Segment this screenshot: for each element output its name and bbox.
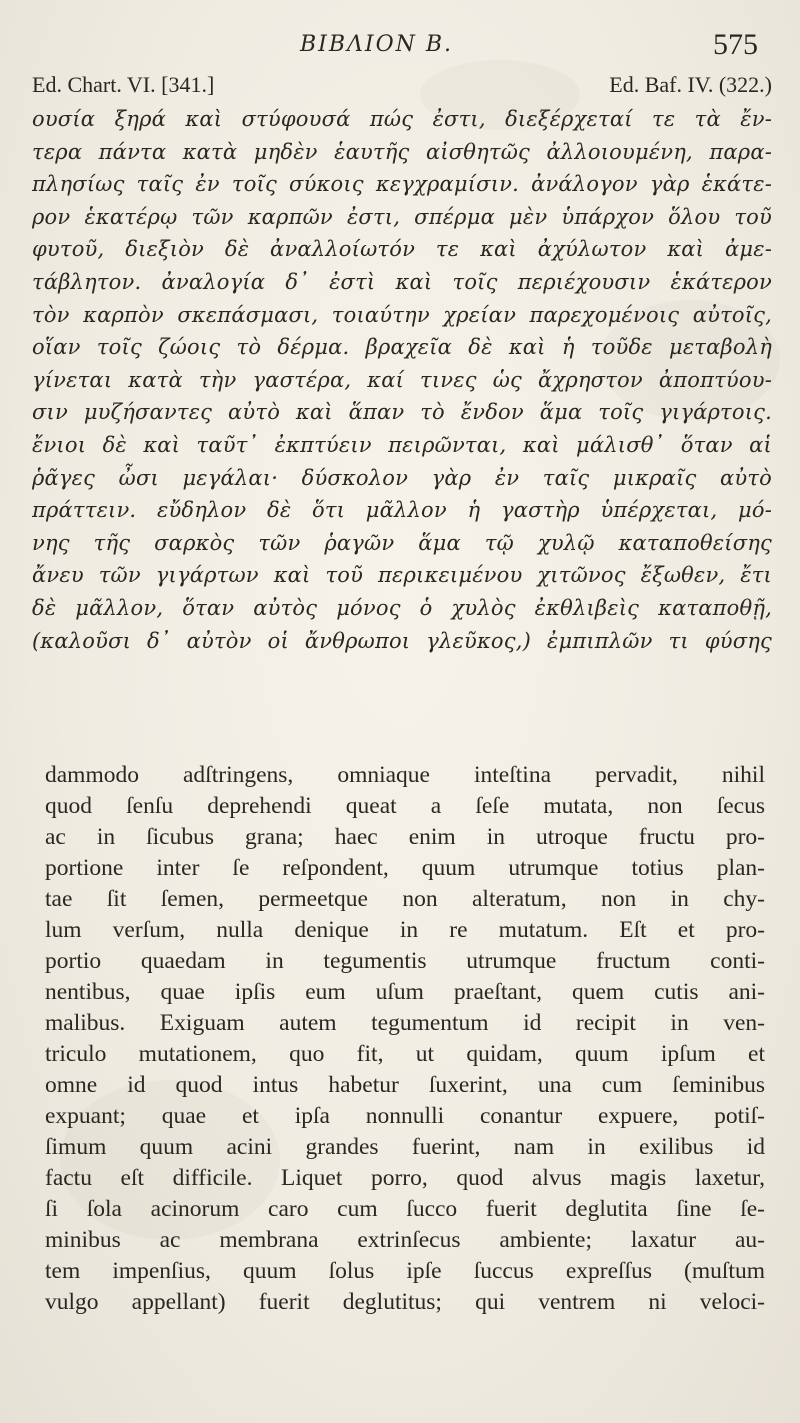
greek-line: τὸν καρπὸν σκεπάσμασι, τοιαύτην χρείαν παρεχομένοις αὐτοῖς, (32, 302, 772, 327)
latin-line: minibus ac membrana extrinſecus ambiente; laxatur au- (45, 1227, 765, 1253)
greek-line: δὲ μᾶλλον, ὅταν αὐτὸς μόνος ὁ χυλὸς ἐκθλιβεὶς καταποθῇ, (32, 595, 772, 620)
latin-line: malibus. Exiguam autem tegumentum id recipit in ven- (45, 1010, 765, 1036)
greek-line: (καλοῦσι δ᾽ αὐτὸν οἱ ἄνθρωποι γλεῦκος,) ἐμπιπλῶν τι φύσης (32, 628, 772, 653)
greek-line: φυτοῦ, διεξιὸν δὲ ἀναλλοίωτόν τε καὶ ἀχύλωτον καὶ ἀμε- (32, 237, 772, 262)
latin-line: ac in ſicubus grana; haec enim in utroque fructu pro- (45, 824, 765, 850)
greek-line: πλησίως ταῖς ἐν τοῖς σύκοις κεγχραμίσιν. ἀνάλογον γὰρ ἑκάτε- (32, 172, 772, 197)
page-number: 575 (713, 28, 758, 61)
greek-line: γίνεται κατὰ τὴν γαστέρα, καί τινες ὡς ἄχρηστον ἀποπτύου- (32, 367, 772, 392)
edition-reference-chartier: Ed. Chart. VI. [341.] (32, 72, 215, 97)
latin-line: triculo mutationem, quo fit, ut quidam, quum ipſum et (45, 1041, 765, 1067)
latin-line: tem impenſius, quum ſolus ipſe ſuccus expreſſus (muſtum (45, 1258, 765, 1284)
latin-line: omne id quod intus habetur ſuxerint, una cum ſeminibus (45, 1072, 765, 1098)
latin-line: ſi ſola acinorum caro cum ſucco fuerit deglutita ſine ſe- (45, 1196, 765, 1222)
greek-line: ρον ἑκατέρῳ τῶν καρπῶν ἐστι, σπέρμα μὲν ὑπάρχον ὅλου τοῦ (32, 204, 772, 229)
greek-line: τερα πάντα κατὰ μηδὲν ἑαυτῆς αἰσθητῶς ἀλλοιουμένη, παρα- (32, 139, 772, 164)
greek-line: ουσία ξηρά καὶ στύφουσά πώς ἐστι, διεξέρχεταί τε τὰ ἔν- (32, 107, 772, 131)
greek-line: νης τῆς σαρκὸς τῶν ῥαγῶν ἅμα τῷ χυλῷ καταποθείσης (32, 530, 772, 555)
latin-line: portio quaedam in tegumentis utrumque fructum conti- (45, 948, 765, 974)
greek-line: ἔνιοι δὲ καὶ ταῦτ᾽ ἐκπτύειν πειρῶνται, καὶ μάλισθ᾽ ὅταν αἱ (32, 432, 772, 457)
latin-line: lum verſum, nulla denique in re mutatum. Eſt et pro- (45, 917, 765, 943)
latin-line: tae ſit ſemen, permeetque non alteratum, non in chy- (45, 886, 765, 912)
latin-line: portione inter ſe reſpondent, quum utrumque totius plan- (45, 855, 765, 881)
greek-line: τάβλητον. ἀναλογία δ᾽ ἐστὶ καὶ τοῖς περιέχουσιν ἑκάτερον (32, 269, 772, 294)
greek-line: ἄνευ τῶν γιγάρτων καὶ τοῦ περικειμένου χιτῶνος ἔξωθεν, ἔτι (32, 563, 772, 588)
latin-line: vulgo appellant) fuerit deglutitus; qui ventrem ni veloci- (45, 1289, 765, 1315)
greek-text-block (32, 103, 772, 657)
greek-line: πράττειν. εὔδηλον δὲ ὅτι μᾶλλον ἡ γαστὴρ ὑπέρχεται, μό- (32, 498, 772, 523)
latin-line: expuant; quae et ipſa nonnulli conantur expuere, potiſ- (45, 1103, 765, 1129)
edition-reference-basel: Ed. Baf. IV. (322.) (609, 72, 772, 97)
latin-line: factu eſt difficile. Liquet porro, quod alvus magis laxetur, (45, 1165, 765, 1191)
greek-line: ῥᾶγες ὦσι μεγάλαι· δύσκολον γὰρ ἐν ταῖς μικραῖς αὐτὸ (32, 465, 772, 490)
page-header (0, 28, 800, 68)
edition-references (32, 72, 772, 102)
latin-text-block (45, 760, 765, 1318)
latin-line: ſimum quum acini grandes fuerint, nam in exilibus id (45, 1134, 765, 1160)
greek-line: οἵαν τοῖς ζώοις τὸ δέρμα. βραχεῖα δὲ καὶ ἡ τοῦδε μεταβολὴ (32, 335, 772, 360)
running-title: ΒΙΒΛΙΟΝ Β. (300, 32, 454, 57)
latin-line: dammodo adſtringens, omniaque inteſtina pervadit, nihil (45, 762, 765, 788)
latin-line: nentibus, quae ipſis eum uſum praeſtant, quem cutis ani- (45, 979, 765, 1005)
greek-line: σιν μυζήσαντες αὐτὸ καὶ ἅπαν τὸ ἔνδον ἅμα τοῖς γιγάρτοις. (32, 400, 772, 425)
latin-line: quod ſenſu deprehendi queat a ſeſe mutata, non ſecus (45, 793, 765, 819)
